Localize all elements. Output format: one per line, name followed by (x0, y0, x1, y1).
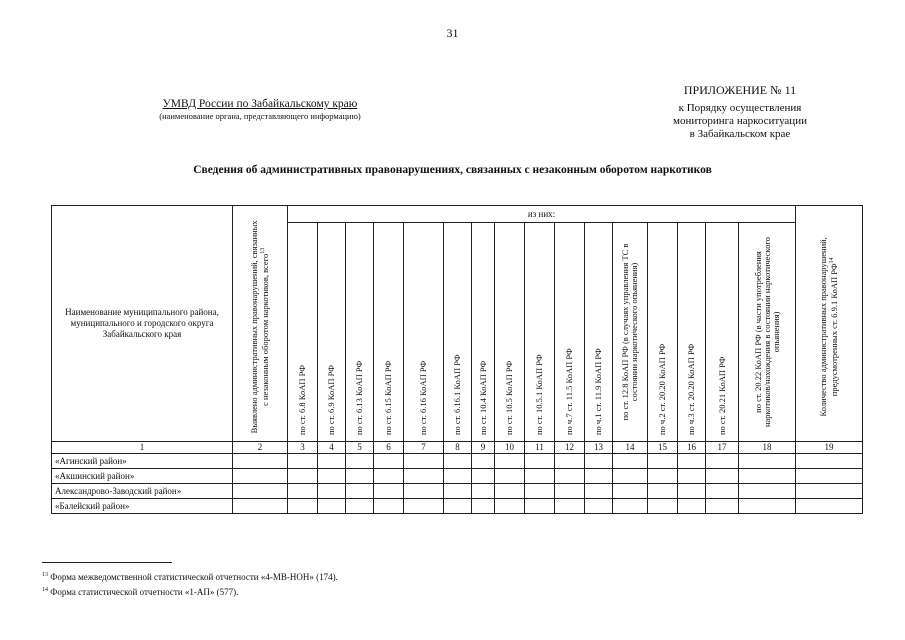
table-cell (585, 484, 613, 499)
table-cell (374, 469, 404, 484)
table-cell (495, 454, 525, 469)
table-cell (495, 499, 525, 514)
table-cell (404, 484, 444, 499)
table-cell (796, 499, 863, 514)
subheader-cell (288, 223, 318, 442)
table-cell (318, 454, 346, 469)
table-cell (648, 484, 678, 499)
header-count-691-text: Количество административных правонарушений, предусмотренных ст. 6.9.1 КоАП РФ$^{14}$ (818, 237, 840, 417)
table-cell (472, 484, 495, 499)
subheader-cell (648, 223, 678, 442)
table-cell (739, 469, 796, 484)
table-cell (374, 499, 404, 514)
column-number: 8 (444, 442, 472, 454)
subheader-label: по ст. 10.5.1 КоАП РФ (534, 354, 544, 435)
table-cell (444, 454, 472, 469)
table-cell (318, 469, 346, 484)
header-total-text: Выявлено административных правонарушений, связанных с незаконным оборотом наркотиков, всего$^{13}$ (249, 220, 270, 434)
appendix-title: ПРИЛОЖЕНИЕ № 11 (683, 83, 797, 97)
column-number: 19 (796, 442, 863, 454)
subheader-label: по ст. 12.8 КоАП РФ (в случаях управления ТС в состоянии наркотического опьянения) (620, 243, 639, 421)
table-cell (288, 499, 318, 514)
table-cell (555, 499, 585, 514)
row-municipality-name: «Акшинский район» (52, 469, 233, 484)
table-cell (796, 469, 863, 484)
table-cell (404, 499, 444, 514)
table-cell (706, 484, 739, 499)
table-row (52, 454, 863, 469)
table-cell (233, 454, 288, 469)
table-cell (233, 499, 288, 514)
table-cell (796, 484, 863, 499)
table-cell (613, 484, 648, 499)
table-cell (472, 499, 495, 514)
subheader-label: по ч.3 ст. 20.20 КоАП РФ (686, 343, 696, 435)
table-cell (288, 469, 318, 484)
table-cell (346, 454, 374, 469)
table-cell (318, 499, 346, 514)
subheader-cell (346, 223, 374, 442)
column-number: 4 (318, 442, 346, 454)
table-row (52, 499, 863, 514)
subheader-cell (374, 223, 404, 442)
table-cell (678, 454, 706, 469)
appendix-line-3: в Забайкальском крае (689, 128, 791, 140)
subheader-cell (613, 223, 648, 442)
footnote-divider (42, 562, 172, 563)
table-cell (233, 484, 288, 499)
subheader-label: по ст. 6.15 КоАП РФ (383, 360, 393, 435)
subheader-label: по ст. 10.4 КоАП РФ (477, 360, 488, 435)
footnote-13: $^{13}$ Форма межведомственной статистической отчетности «4-МВ-НОН» (174). (42, 572, 338, 582)
org-caption: (наименование органа, представляющего информацию) (159, 111, 361, 121)
header-municipality: Наименование муниципального района, муниципального и городского округа Забайкальского края (52, 206, 233, 442)
table-cell (525, 454, 555, 469)
subheader-label: по ст. 20.22 КоАП РФ (в части употребления наркотиков/нахождения в состоянии наркотического опьянения) (752, 236, 781, 428)
table-cell (233, 469, 288, 484)
column-number-row (52, 442, 863, 454)
column-number: 16 (678, 442, 706, 454)
subheader-label: по ст. 6.16 КоАП РФ (418, 360, 428, 435)
appendix-block (640, 84, 840, 141)
table-cell (288, 454, 318, 469)
table-cell (525, 469, 555, 484)
table-cell (613, 454, 648, 469)
table-cell (739, 484, 796, 499)
subheader-label: по ст. 6.16.1 КоАП РФ (452, 354, 462, 435)
table-cell (739, 454, 796, 469)
table-cell (404, 469, 444, 484)
table-cell (648, 454, 678, 469)
table-cell (555, 454, 585, 469)
column-number: 11 (525, 442, 555, 454)
table-cell (585, 469, 613, 484)
table-cell (555, 484, 585, 499)
subheader-label: по ч.1 ст. 11.9 КоАП РФ (593, 348, 603, 435)
table-cell (678, 469, 706, 484)
org-name: УМВД России по Забайкальскому краю (162, 98, 358, 110)
table-cell (346, 484, 374, 499)
table-cell (404, 454, 444, 469)
table-cell (346, 499, 374, 514)
appendix-line-1: к Порядку осуществления (678, 102, 802, 114)
table-cell (444, 484, 472, 499)
table-cell (495, 484, 525, 499)
table-cell (706, 469, 739, 484)
column-number: 7 (404, 442, 444, 454)
column-number: 5 (346, 442, 374, 454)
table-row (52, 484, 863, 499)
column-number: 10 (495, 442, 525, 454)
column-number: 15 (648, 442, 678, 454)
subheader-label: по ст. 6.13 КоАП РФ (354, 360, 364, 435)
table-cell (613, 469, 648, 484)
header-total (233, 206, 288, 442)
subheader-label: по ст. 20.21 КоАП РФ (716, 356, 727, 435)
column-number: 18 (739, 442, 796, 454)
subheader-cell (444, 223, 472, 442)
column-number: 6 (374, 442, 404, 454)
table-cell (648, 499, 678, 514)
table-cell (706, 499, 739, 514)
table-cell (678, 484, 706, 499)
org-block (70, 98, 450, 122)
table-cell (678, 499, 706, 514)
footnote-14: $^{14}$ Форма статистической отчетности «1-АП» (577). (42, 587, 239, 597)
column-number: 12 (555, 442, 585, 454)
footnotes (42, 569, 338, 599)
table-cell (444, 469, 472, 484)
column-number: 3 (288, 442, 318, 454)
subheader-label: по ст. 10.5 КоАП РФ (504, 360, 514, 435)
table-cell (444, 499, 472, 514)
table-cell (648, 469, 678, 484)
table-cell (288, 484, 318, 499)
subheader-cell (739, 223, 796, 442)
column-number: 13 (585, 442, 613, 454)
subheader-cell (472, 223, 495, 442)
header-row-1 (52, 206, 863, 223)
subheader-cell (495, 223, 525, 442)
subheader-label: по ч.7 ст. 11.5 КоАП РФ (564, 348, 574, 435)
subheader-cell (585, 223, 613, 442)
subheader-label: по ч.2 ст. 20.20 КоАП РФ (657, 343, 667, 435)
subheader-cell (404, 223, 444, 442)
table-cell (739, 499, 796, 514)
table-cell (472, 469, 495, 484)
table-cell (525, 499, 555, 514)
column-number: 14 (613, 442, 648, 454)
subheader-cell (555, 223, 585, 442)
subheader-cell (678, 223, 706, 442)
table-row (52, 469, 863, 484)
header-group-iz-nih: из них: (288, 206, 796, 223)
table-cell (472, 454, 495, 469)
document-title: Сведения об административных правонарушениях, связанных с незаконным оборотом наркотиков (193, 164, 712, 176)
header-count-691 (796, 206, 863, 442)
table-cell (585, 454, 613, 469)
subheader-cell (706, 223, 739, 442)
subheader-cell (318, 223, 346, 442)
row-municipality-name: «Балейский район» (52, 499, 233, 514)
table-cell (585, 499, 613, 514)
table-cell (495, 469, 525, 484)
table-cell (374, 454, 404, 469)
table-cell (318, 484, 346, 499)
row-municipality-name: «Агинский район» (52, 454, 233, 469)
column-number: 9 (472, 442, 495, 454)
row-municipality-name: Александрово-Заводский район» (52, 484, 233, 499)
table-cell (613, 499, 648, 514)
report-table (51, 205, 863, 514)
column-number: 2 (233, 442, 288, 454)
table-cell (346, 469, 374, 484)
table-cell (374, 484, 404, 499)
subheader-label: по ст. 6.8 КоАП РФ (297, 365, 307, 435)
table-cell (706, 454, 739, 469)
column-number: 17 (706, 442, 739, 454)
table-cell (525, 484, 555, 499)
table-cell (796, 454, 863, 469)
appendix-line-2: мониторинга наркоситуации (673, 115, 807, 127)
subheader-label: по ст. 6.9 КоАП РФ (326, 365, 336, 435)
column-number: 1 (52, 442, 233, 454)
table-cell (555, 469, 585, 484)
page-number: 31 (446, 26, 459, 40)
subheader-cell (525, 223, 555, 442)
